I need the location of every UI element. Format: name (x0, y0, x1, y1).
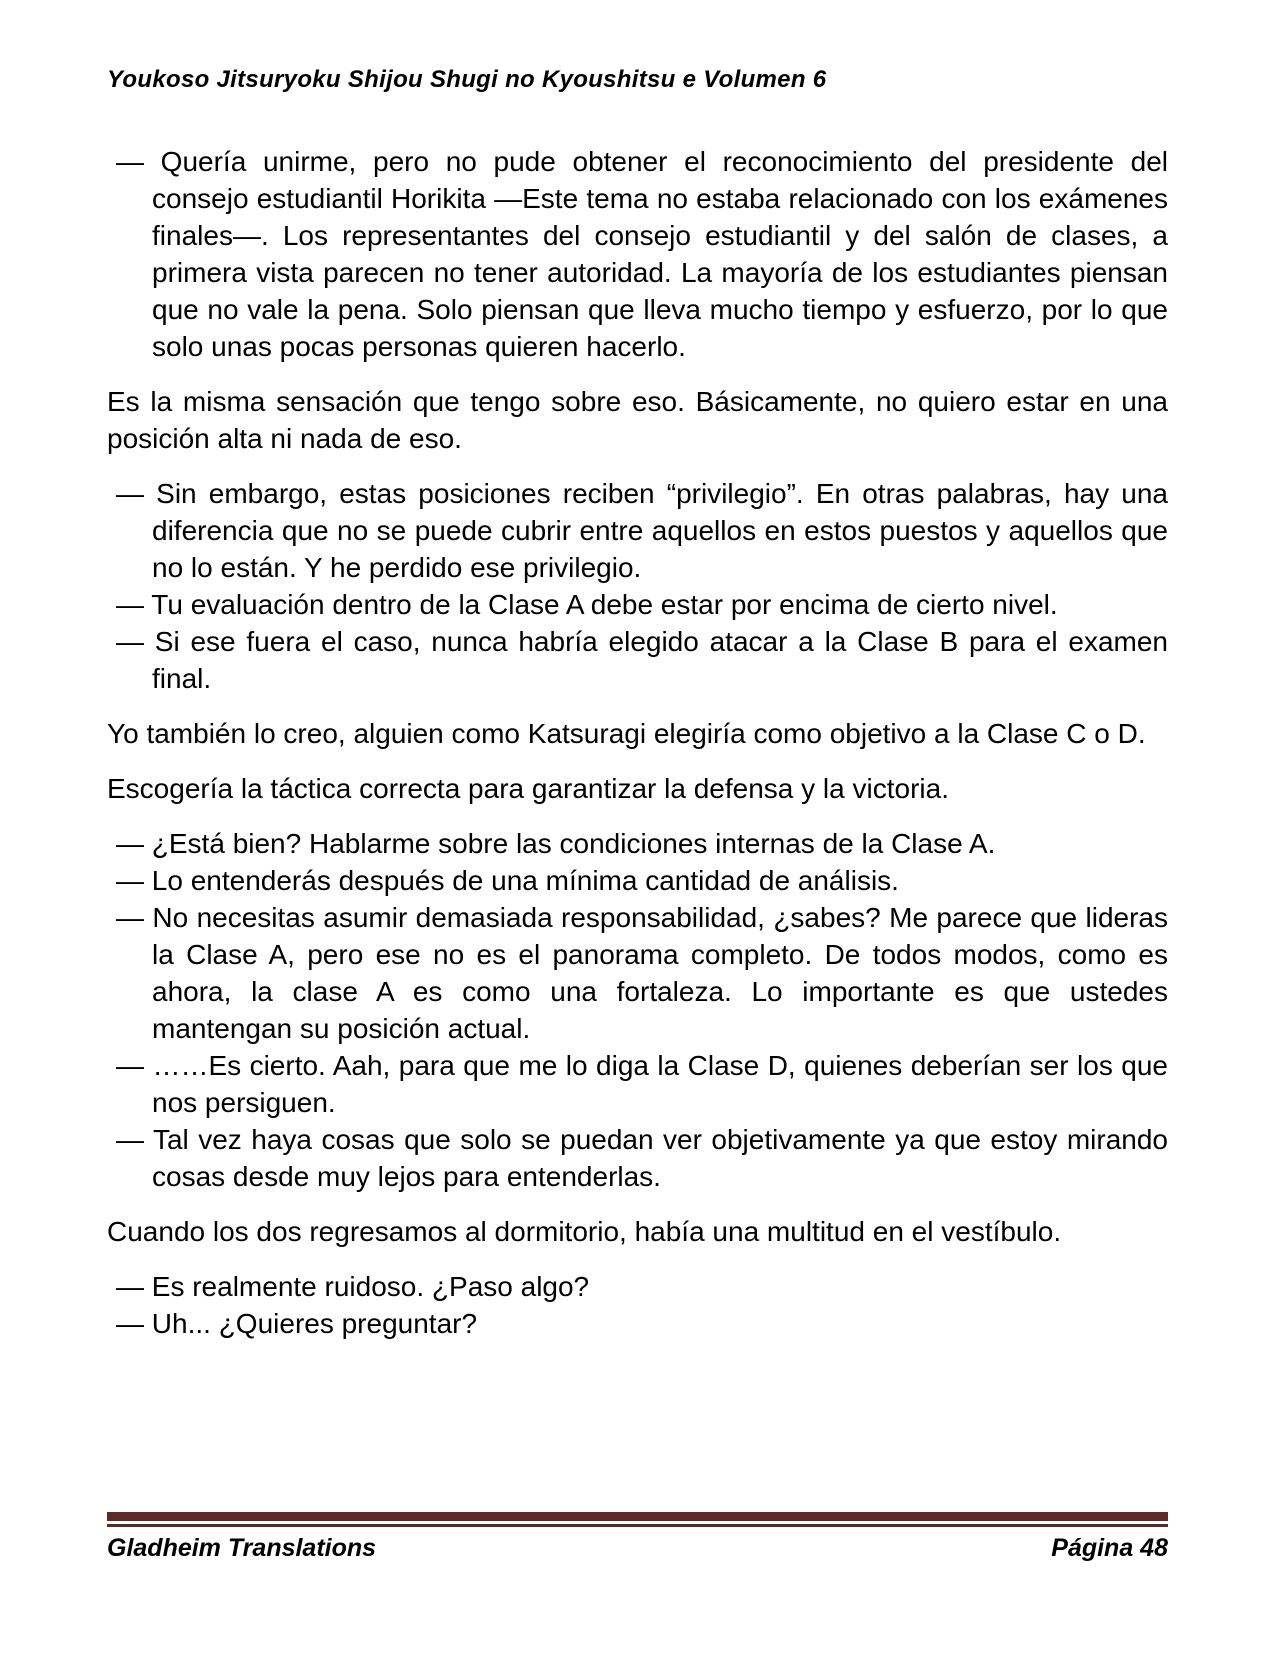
dialogue-line: — ……Es cierto. Aah, para que me lo diga la Clase D, quienes deberían ser los que nos persiguen. (116, 1050, 1168, 1118)
dialogue-block (107, 143, 1168, 365)
page-footer (107, 1512, 1168, 1563)
narration-paragraph: Yo también lo creo, alguien como Katsuragi elegiría como objetivo a la Clase C o D. (107, 718, 1146, 749)
dialogue-line: — No necesitas asumir demasiada responsabilidad, ¿sabes? Me parece que lideras la Clase A, pero ese no es el panorama completo. De todos modos, como es ahora, la clase A es como una fortaleza. Lo importante es que ustedes mantengan su posición actual. (116, 902, 1168, 1044)
narration-paragraph: Es la misma sensación que tengo sobre eso. Básicamente, no quiero estar en una posición alta ni nada de eso. (107, 386, 1168, 454)
footer-divider (107, 1512, 1168, 1527)
page-body (107, 143, 1168, 1360)
dialogue-block (107, 825, 1168, 1195)
dialogue-block (107, 475, 1168, 697)
footer-page-number: Página 48 (1051, 1534, 1168, 1562)
dialogue-line: — Sin embargo, estas posiciones reciben “privilegio”. En otras palabras, hay una diferencia que no se puede cubrir entre aquellos en estos puestos y aquellos que no lo están. Y he perdido ese privilegio. (116, 478, 1168, 583)
dialogue-line: — Si ese fuera el caso, nunca habría elegido atacar a la Clase B para el examen final. (116, 626, 1168, 694)
narration-block (107, 383, 1168, 457)
dialogue-line: — Lo entenderás después de una mínima cantidad de análisis. (116, 865, 899, 896)
narration-paragraph: Escogería la táctica correcta para garantizar la defensa y la victoria. (107, 773, 949, 804)
dialogue-line: — Tal vez haya cosas que solo se puedan ver objetivamente ya que estoy mirando cosas desde muy lejos para entenderlas. (116, 1124, 1168, 1192)
dialogue-line: — ¿Está bien? Hablarme sobre las condiciones internas de la Clase A. (116, 828, 996, 859)
dialogue-line: — Es realmente ruidoso. ¿Paso algo? (116, 1271, 590, 1302)
page-title: Youkoso Jitsuryoku Shijou Shugi no Kyoushitsu e Volumen 6 (107, 66, 827, 93)
narration-paragraph: Cuando los dos regresamos al dormitorio, había una multitud en el vestíbulo. (107, 1216, 1062, 1247)
footer-row (107, 1534, 1168, 1563)
narration-block (107, 1213, 1168, 1250)
footer-translator: Gladheim Translations (107, 1534, 377, 1562)
narration-block (107, 770, 1168, 807)
narration-block (107, 715, 1168, 752)
dialogue-block (107, 1268, 1168, 1342)
dialogue-line: — Tu evaluación dentro de la Clase A debe estar por encima de cierto nivel. (116, 589, 1058, 620)
dialogue-line: — Quería unirme, pero no pude obtener el reconocimiento del presidente del consejo estudiantil Horikita —Este tema no estaba relacionado con los exámenes finales—. Los representantes del consejo estudiantil y del salón de clases, a primera vista parecen no tener autoridad. La mayoría de los estudiantes piensan que no vale la pena. Solo piensan que lleva mucho tiempo y esfuerzo, por lo que solo unas pocas personas quieren hacerlo. (116, 146, 1168, 362)
dialogue-line: — Uh... ¿Quieres preguntar? (116, 1308, 478, 1339)
